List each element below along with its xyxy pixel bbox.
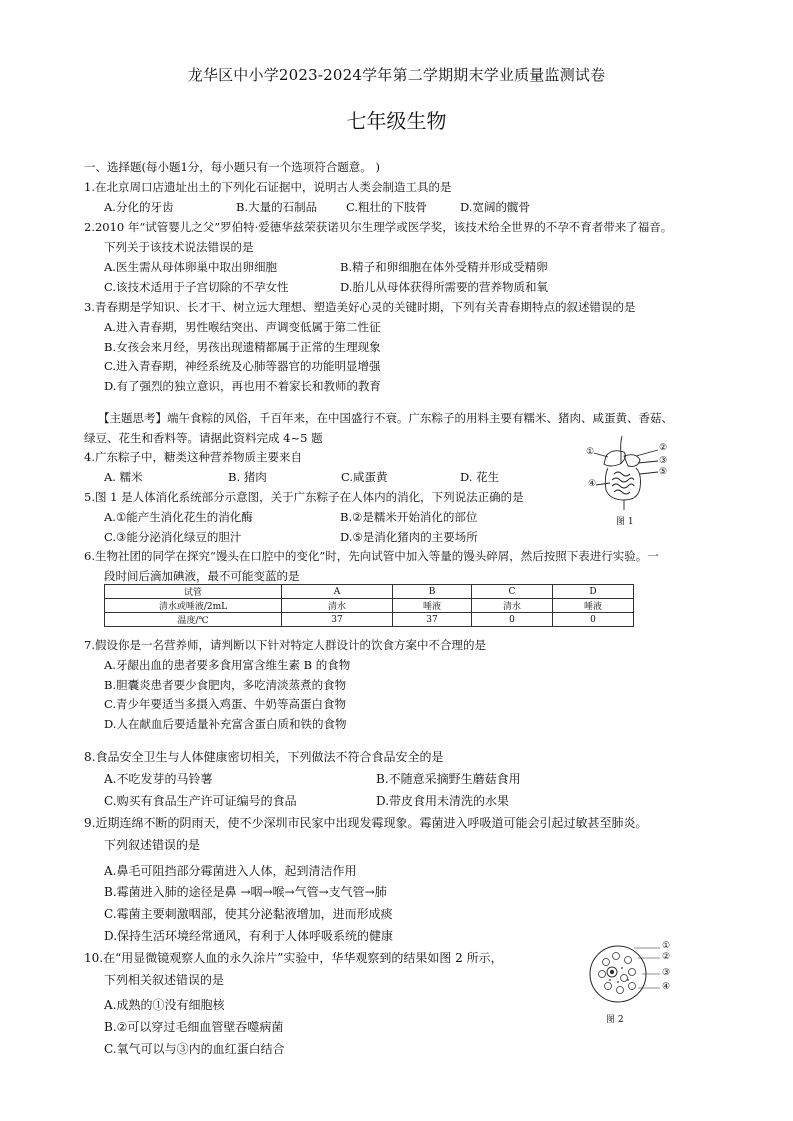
table-header-cell: A: [282, 585, 393, 599]
q1-option-c: C.粗壮的下肢骨: [346, 200, 428, 214]
table-header-row: [105, 585, 634, 599]
theme-line2: 绿豆、花生和香料等。请据此资料完成 4~5 题: [84, 431, 323, 445]
q6-stem-line2: 段时间后滴加碘液，最不可能变蓝的是: [104, 569, 300, 583]
q3-stem: 3.青春期是学知识、长才干、树立远大理想、塑造美好心灵的关键时期，下列有关青春期特点的叙述错误的是: [84, 300, 636, 314]
fig1-label-5: ⑤: [659, 467, 668, 477]
section-heading: 一、选择题(每小题1分，每小题只有一个选项符合题意。 ): [84, 160, 380, 174]
q8-option-d: D.带皮食用未清洗的水果: [376, 794, 510, 808]
q4-option-a: A. 糯米: [104, 470, 143, 484]
q10-option-b: B.②可以穿过毛细血管壁吞噬病菌: [104, 1020, 284, 1034]
q4-option-c: C.咸蛋黄: [341, 470, 388, 484]
exam-title: 龙华区中小学2023-2024学年第二学期期末学业质量监测试卷: [187, 66, 606, 84]
q7-option-b: B.胆囊炎患者要少食肥肉，多吃清淡蒸煮的食物: [104, 678, 347, 692]
table-cell: 清水: [472, 599, 553, 613]
q8-option-b: B.不随意采摘野生蘑菇食用: [376, 772, 521, 786]
q8-stem: 8.食品安全卫生与人体健康密切相关，下列做法不符合食品安全的是: [84, 750, 444, 764]
q7-stem: 7.假设你是一名营养师，请判断以下针对特定人群设计的饮食方案中不合理的是: [84, 638, 486, 652]
theme-line1: 【主题思考】端午食粽的风俗，千百年来，在中国盛行不衰。广东粽子的用料主要有糯米、猪肉、咸蛋黄、香菇、: [98, 411, 673, 425]
q5-option-d: D.⑤是消化猪肉的主要场所: [340, 530, 478, 544]
fig2-label-4: ④: [662, 982, 671, 992]
fig2-label-1: ①: [662, 941, 671, 951]
q10-option-c: C.氧气可以与③内的血红蛋白结合: [104, 1042, 285, 1056]
q9-option-a: A.鼻毛可阻挡部分霉菌进入人体，起到清洁作用: [104, 864, 357, 878]
q2-option-a: A.医生需从母体卵巢中取出卵细胞: [104, 260, 277, 274]
q1-option-d: D.宽阔的髋骨: [460, 200, 530, 214]
table-cell: 0: [553, 613, 634, 627]
table-row: [105, 599, 634, 613]
q3-option-c: C.进入青春期，神经系统及心肺等器官的功能明显增强: [104, 359, 381, 373]
q3-option-d: D.有了强烈的独立意识，再也用不着家长和教师的教育: [104, 379, 381, 393]
q9-option-b: B.霉菌进入肺的途径是鼻 →咽→喉→气管→支气管→肺: [104, 885, 387, 899]
q5-option-a: A.①能产生消化花生的消化酶: [104, 510, 253, 524]
q7-option-d: D.人在献血后要适量补充富含蛋白质和铁的食物: [104, 717, 347, 731]
blood-smear-figure: [588, 940, 670, 1012]
large-intestine-shape: [605, 468, 640, 500]
table-header-cell: B: [393, 585, 472, 599]
q3-option-b: B.女孩会来月经，男孩出现遗精都属于正常的生理现象: [104, 340, 381, 354]
q9-stem-line1: 9.近期连绵不断的阴雨天，使不少深圳市民家中出现发霉现象。霉菌进入呼吸道可能会引起过敏甚至肺炎。: [84, 816, 648, 830]
table-row: [105, 613, 634, 627]
q6-stem-line1: 6.生物社团的同学在探究“馒头在口腔中的变化”时，先向试管中加入等量的馒头碎屑，然后按照下表进行实验。一: [84, 549, 659, 563]
fig1-label-4: ④: [588, 479, 597, 489]
table-cell: 温度/℃: [105, 613, 282, 627]
q1-option-b: B.大量的石制品: [236, 200, 318, 214]
small-intestine-shape: [612, 472, 634, 494]
q10-stem-line1: 10.在“用显微镜观察人血的永久涂片”实验中，华华观察到的结果如图 2 所示，: [84, 951, 503, 965]
q4-stem: 4.广东粽子中，糖类这种营养物质主要来自: [84, 450, 302, 464]
fig1-caption: 图 1: [616, 517, 634, 527]
q8-option-c: C.购买有食品生产许可证编号的食品: [104, 794, 297, 808]
q10-option-a: A.成熟的①没有细胞核: [104, 998, 225, 1012]
fig1-label-2: ②: [659, 443, 668, 453]
q8-option-a: A.不吃发芽的马铃薯: [104, 772, 213, 786]
q6-table: [104, 584, 634, 627]
q5-stem: 5.图 1 是人体消化系统部分示意图，关于广东粽子在人体内的消化，下列说法正确的是: [84, 490, 524, 504]
fig2-label-2: ②: [662, 952, 671, 962]
q9-option-c: C.霉菌主要刺激咽部，使其分泌黏液增加，进而形成痰: [104, 907, 393, 921]
q9-option-d: D.保持生活环境经常通风，有利于人体呼吸系统的健康: [104, 929, 394, 943]
exam-subject: 七年级生物: [346, 109, 447, 133]
q2-stem-line2: 下列关于该技术说法错误的是: [104, 240, 254, 254]
q1-option-a: A.分化的牙齿: [104, 200, 174, 214]
fig1-label-3: ③: [659, 456, 668, 466]
table-cell: 清水: [282, 599, 393, 613]
fig2-caption: 图 2: [606, 1015, 624, 1025]
q2-option-b: B.精子和卵细胞在体外受精并形成受精卵: [340, 260, 548, 274]
q9-stem-line2: 下列叙述错误的是: [104, 838, 201, 852]
liver-shape: [604, 451, 625, 466]
q4-option-b: B. 猪肉: [228, 470, 267, 484]
q10-stem-line2: 下列相关叙述错误的是: [104, 973, 225, 987]
q2-option-d: D.胎儿从母体获得所需要的营养物质和氧: [340, 280, 548, 294]
q5-option-c: C.③能分泌消化绿豆的胆汁: [104, 530, 242, 544]
table-cell: 唾液: [553, 599, 634, 613]
q7-option-a: A.牙龈出血的患者要多食用富含维生素 B 的食物: [104, 658, 351, 672]
q1-stem: 1.在北京周口店遗址出土的下列化石证据中，说明古人类会制造工具的是: [84, 180, 452, 194]
table-header-cell: D: [553, 585, 634, 599]
esophagus-shape: [621, 436, 622, 464]
q7-option-c: C.青少年要适当多摄入鸡蛋、牛奶等高蛋白食物: [104, 697, 347, 711]
q2-stem-line1: 2.2010 年“试管婴儿之父”罗伯特·爱德华兹荣获诺贝尔生理学或医学奖，该技术给全世界的不孕不育者带来了福音。: [84, 220, 673, 234]
q3-option-a: A.进入青春期，男性喉结突出、声调变低属于第二性征: [104, 320, 381, 334]
q5-option-b: B.②是糯米开始消化的部位: [340, 510, 478, 524]
fig2-label-3: ③: [662, 968, 671, 978]
table-header-cell: C: [472, 585, 553, 599]
table-cell: 37: [393, 613, 472, 627]
table-cell: 0: [472, 613, 553, 627]
table-cell: 37: [282, 613, 393, 627]
stomach-shape: [624, 455, 640, 467]
table-header-cell: 试管: [105, 585, 282, 599]
table-cell: 唾液: [393, 599, 472, 613]
q4-option-d: D. 花生: [460, 470, 500, 484]
table-cell: 清水或唾液/2mL: [105, 599, 282, 613]
fig1-label-1: ①: [586, 447, 595, 457]
white-cell-nucleus: [610, 970, 614, 974]
q2-option-c: C.该技术适用于子宫切除的不孕女性: [104, 280, 289, 294]
